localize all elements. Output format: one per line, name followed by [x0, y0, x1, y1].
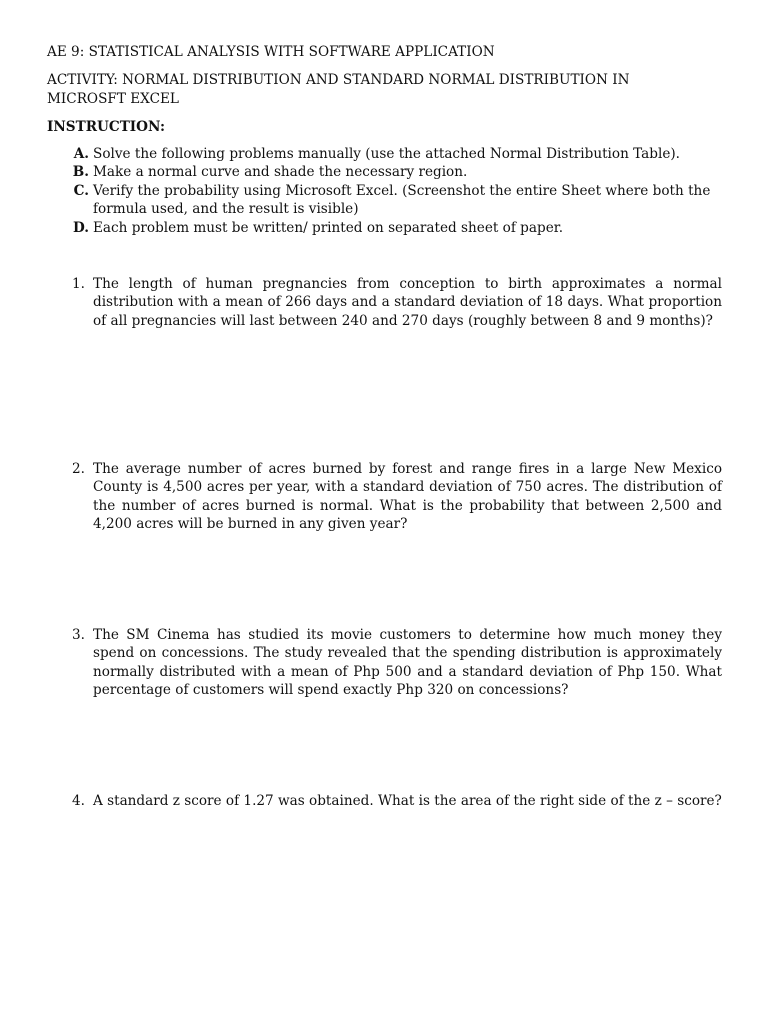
problem-text: The SM Cinema has studied its movie customers to determine how much money they spend on concessions. The study revealed that the spending distribution is approximately normally distributed with a mean of Php 500 and a standard deviation of Php 150. What percentage of customers will spend exactly Php 320 on concessions?	[93, 627, 722, 699]
instruction-marker: D.	[72, 219, 89, 236]
problem-number: 2.	[72, 461, 85, 477]
problem-text: The average number of acres burned by forest and range fires in a large New Mexico County is 4,500 acres per year, with a standard deviation of 750 acres. The distribution of the number of acres burned is normal. What is the probability that between 2,500 and 4,200 acres will be burned in any given year?	[93, 461, 722, 533]
instruction-heading: INSTRUCTION:	[47, 119, 165, 135]
problem-number: 1.	[72, 276, 85, 292]
problem-3	[47, 626, 722, 700]
instruction-list	[47, 145, 727, 237]
problem-4	[47, 792, 722, 810]
instruction-item-b	[47, 163, 727, 181]
instruction-text: Make a normal curve and shade the necessary region.	[93, 164, 468, 181]
problem-text: The length of human pregnancies from conception to birth approximates a normal distribution with a mean of 266 days and a standard deviation of 18 days. What proportion of all pregnancies will last between 240 and 270 days (roughly between 8 and 9 months)?	[93, 276, 722, 329]
instruction-item-a	[47, 145, 727, 163]
instruction-marker: B.	[72, 164, 89, 181]
problem-number: 4.	[72, 793, 85, 809]
problem-2	[47, 460, 722, 534]
problem-text: A standard z score of 1.27 was obtained. What is the area of the right side of the z – score?	[93, 793, 722, 809]
problem-1	[47, 275, 722, 330]
instruction-text: Solve the following problems manually (use the attached Normal Distribution Table).	[93, 146, 680, 162]
course-title: AE 9: STATISTICAL ANALYSIS WITH SOFTWARE APPLICATION	[47, 44, 495, 60]
problem-number: 3.	[72, 627, 85, 643]
activity-title-line-1: ACTIVITY: NORMAL DISTRIBUTION AND STANDARD NORMAL DISTRIBUTION IN	[47, 72, 630, 88]
instruction-item-d	[47, 219, 727, 237]
instruction-item-c	[47, 182, 727, 219]
activity-title-line-2: MICROSFT EXCEL	[47, 91, 179, 107]
instruction-marker: C.	[73, 182, 89, 199]
instruction-text: Verify the probability using Microsoft Excel. (Screenshot the entire Sheet where both the formula used, and the result is visible)	[93, 182, 711, 218]
instruction-text: Each problem must be written/ printed on separated sheet of paper.	[93, 219, 564, 236]
instruction-marker: A.	[73, 146, 89, 162]
